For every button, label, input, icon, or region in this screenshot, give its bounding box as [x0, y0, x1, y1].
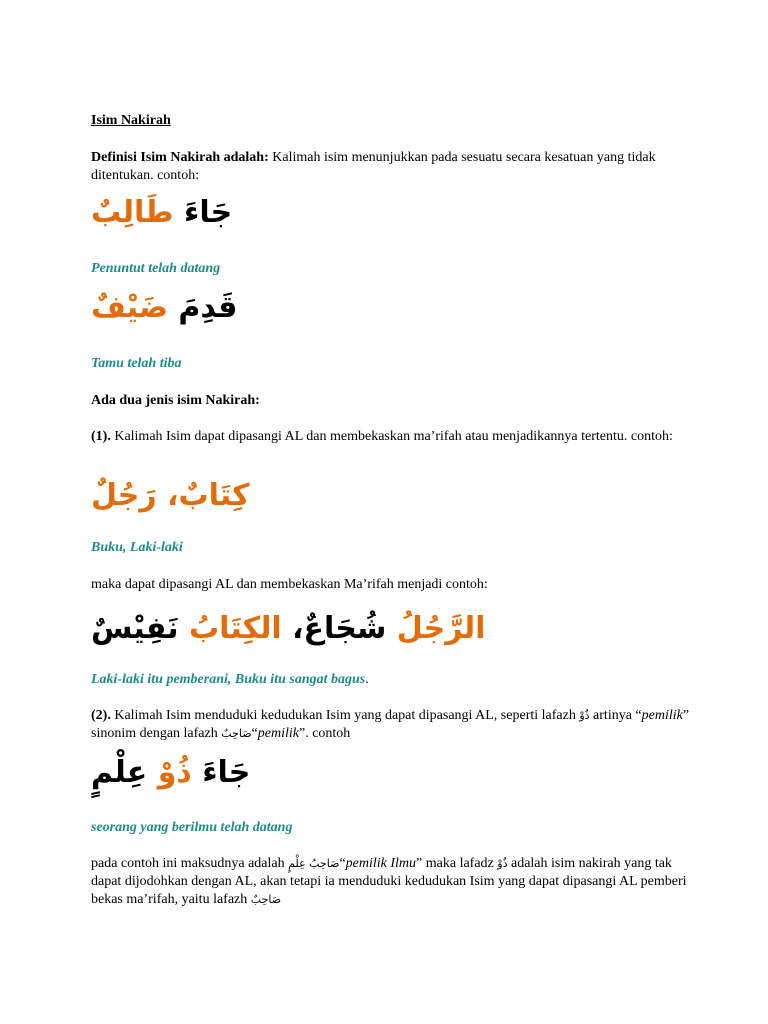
explanation-text-c: ” maka lafadz — [416, 856, 498, 871]
arabic-sentence-b-noun: الكِتَابُ — [188, 611, 282, 646]
type-2-paragraph — [91, 707, 691, 743]
arabic-example-1-verb: جَاءَ — [173, 195, 233, 230]
type-2-number: (2). — [91, 708, 111, 723]
explanation-pemilik-ilmu: pemilik Ilmu — [345, 856, 417, 871]
arabic-example-2 — [91, 290, 237, 325]
translation-1: Penuntut telah datang — [91, 261, 221, 276]
arabic-example-2-noun: ضَيْفٌ — [91, 290, 168, 325]
types-heading: Ada dua jenis isim Nakirah: — [91, 393, 260, 408]
explanation-arabic-2: ذُوْ — [497, 857, 508, 870]
arabic-type-2-ilm: عِلْمٍ — [91, 755, 158, 790]
explanation-arabic-3: صَاحِبٌ — [250, 893, 282, 906]
explanation-arabic-1: صَاحِبُ عِلْمٍ — [288, 857, 340, 870]
type-1-number: (1). — [91, 429, 111, 444]
definition-label: Definisi Isim Nakirah adalah: — [91, 150, 269, 165]
arabic-type-1-sentences — [91, 611, 485, 646]
type-2-text-b: artinya “ — [589, 708, 642, 723]
explanation-paragraph — [91, 855, 691, 909]
type-2-text-c: ” sinonim dengan lafazh — [91, 708, 690, 741]
type-1-paragraph — [91, 428, 691, 446]
type-2-text-a: Kalimah Isim menduduki kedudukan Isim yang dapat dipasangi AL, seperti lafazh — [110, 708, 580, 723]
explanation-text-d: adalah isim nakirah yang tak dapat dijodohkan dengan AL, akan tetapi ia menduduki kedudukan Isim yang dapat dipasangi AL pemberi bekas ma’rifah, yaitu lafazh — [91, 856, 687, 907]
page-title: Isim Nakirah — [91, 113, 171, 128]
arabic-example-2-verb: قَدِمَ — [167, 290, 238, 325]
translation-2: Tamu telah tiba — [91, 356, 182, 371]
arabic-type-1-nouns: كِتَابٌ، رَجُلٌ — [91, 478, 250, 513]
type-1-after-text: maka dapat dipasangi AL dan membekaskan Ma’rifah menjadi contoh: — [91, 577, 488, 592]
arabic-example-1-noun: طَالِبٌ — [91, 195, 174, 230]
arabic-type-2-example — [91, 755, 250, 790]
type-2-arabic-dhu: ذُوْ — [579, 709, 590, 722]
definition-paragraph — [91, 149, 691, 185]
arabic-sentence-a-adj: شُجَاعٌ — [303, 611, 397, 646]
translation-type-1: Buku, Laki-laki — [91, 540, 183, 555]
arabic-sentence-b-adj: نَفِيْسٌ — [91, 611, 189, 646]
type-2-arabic-shahib: صَاحِبٌ — [221, 727, 252, 740]
translation-type-2: seorang yang berilmu telah datang — [91, 820, 293, 835]
arabic-sentence-a-noun: الرَّجُلُ — [396, 611, 486, 646]
arabic-comma: ، — [281, 611, 304, 646]
arabic-type-2-verb: جَاءَ — [191, 755, 251, 790]
arabic-type-2-dhu: ذُوْ — [157, 755, 192, 790]
definition-text: Kalimah isim menunjukkan pada sesuatu secara kesatuan yang tidak ditentukan. contoh: — [91, 150, 656, 183]
explanation-text-b: “ — [339, 856, 346, 871]
explanation-text-a: pada contoh ini maksudnya adalah — [91, 856, 289, 871]
type-2-pemilik-2: pemilik — [257, 726, 299, 741]
type-2-text-d: “ — [251, 726, 258, 741]
translation-type-1-period: . — [365, 672, 369, 687]
type-2-pemilik: pemilik — [641, 708, 683, 723]
translation-type-1-sentences — [91, 672, 369, 688]
type-1-text: Kalimah Isim dapat dipasangi AL dan membekaskan ma’rifah atau menjadikannya tertentu. contoh: — [110, 429, 673, 444]
arabic-example-1 — [91, 195, 232, 230]
translation-type-1-sentences-text: Laki-laki itu pemberani, Buku itu sangat bagus — [91, 672, 366, 687]
type-2-text-e: ”. contoh — [298, 726, 351, 741]
